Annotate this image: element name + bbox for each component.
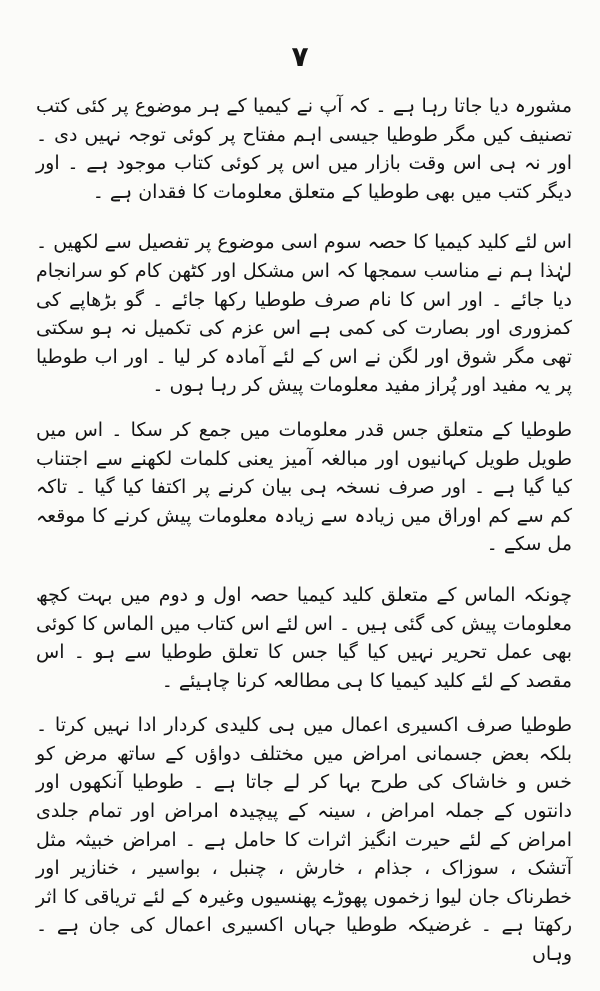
body-text [36,92,572,991]
paragraph-4: چونکہ الماس کے متعلق کلید کیمیا حصہ اول و دوم میں بہت کچھ معلومات پیش کی گئی ہیں ۔ اس لئے اس کتاب میں الماس کا کوئی بھی عمل تحریر نہیں کیا گیا جس کا تعلق طوطیا سے ہو ۔ اس مقصد کے لئے کلید کیمیا کا ہی مطالعہ کرنا چاہیئے ۔ [36,583,572,692]
paragraph-3: طوطیا کے متعلق جس قدر معلومات میں جمع کر سکا ۔ اس میں طویل طویل کہانیوں اور مبالغہ آمیز یعنی کلمات لکھنے سے اجتناب کیا گیا ہے ۔ اور صرف نسخہ ہی بیان کرنے پر اکتفا کیا گیا ۔ تاکہ کم سے کم اوراق میں زیادہ سے زیادہ معلومات پیش کرنے کا موقعہ مل سکے ۔ [36,418,572,556]
page-number: ۷ [291,40,309,73]
paragraph-5: طوطیا صرف اکسیری اعمال میں ہی کلیدی کردار ادا نہیں کرتا ۔ بلکہ بعض جسمانی امراض میں مختلف دواؤں کے ساتھ مرض کو خس و خاشاک کی طرح بہا کر لے جاتا ہے ۔ طوطیا آنکھوں اور دانتوں کے جملہ امراض ، سینہ کے پیچیدہ امراض اور تمام جلدی امراض کے لئے حیرت انگیز اثرات کا حامل ہے ۔ امراض خبیثہ مثل آتشک ، سوزاک ، جذام ، خارش ، چنبل ، بواسیر ، خنازیر اور خطرناک جان لیوا زخموں پھوڑے پھنسیوں وغیرہ کے لئے تریاقی کا اثر رکھتا ہے ۔ غرضیکہ طوطیا جہاں اکسیری اعمال کی جان ہے ۔ وہاں [36,714,572,966]
paragraph-1: مشورہ دیا جاتا رہا ہے ۔ کہ آپ نے کیمیا کے ہر موضوع پر کئی کتب تصنیف کیں مگر طوطیا جیسی اہم مفتاح پر کوئی توجہ نہیں دی ۔ اور نہ ہی اس وقت بازار میں اس پر کوئی کتاب موجود ہے ۔ اور دیگر کتب میں بھی طوطیا کے متعلق معلومات کا فقدان ہے ۔ [36,95,572,203]
paragraph-2: اس لئے کلید کیمیا کا حصہ سوم اسی موضوع پر تفصیل سے لکھیں ۔ لہٰذا ہم نے مناسب سمجھا کہ اس مشکل اور کٹھن کام کو سرانجام دیا جائے ۔ اور اس کا نام صرف طوطیا رکھا جائے ۔ گو بڑھاپے کی کمزوری اور بصارت کی کمی ہے اس عزم کی تکمیل نہ ہو سکتی تھی مگر شوق اور لگن نے اس کے لئے آمادہ کر لیا ۔ اور اب طوطیا پر یہ مفید اور پُراز مفید معلومات پیش کر رہا ہوں ۔ [36,231,572,397]
